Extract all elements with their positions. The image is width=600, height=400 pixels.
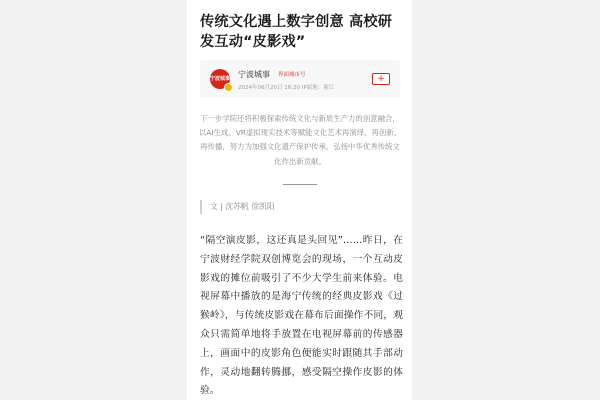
verified-badge-icon <box>224 83 233 92</box>
source-meta: 2024年06月20日 16:20 IP属地：浙江 <box>238 85 335 91</box>
byline: 文 | 沈苏帆 徐凯阳 <box>200 200 275 214</box>
follow-button[interactable]: + <box>372 73 390 85</box>
article-page <box>187 0 412 400</box>
source-card[interactable] <box>200 60 400 98</box>
article-title: 传统文化遇上数字创意 高校研发互动“皮影戏” <box>200 14 393 50</box>
avatar[interactable]: 宁波城事 <box>210 69 230 89</box>
article-body: “隔空演皮影，这还真是头回见”……昨日，在宁波财经学院双创博览会的现场，一个互动皮影戏的摊位前吸引了不少大学生前来体验。电视屏幕中播放的是海宁传统的经典皮影戏《过猴岭》，与传统皮影戏在幕布后面操作不同，观众只需简单地将手放置在电视屏幕前的传感器上，画面中的皮影角色便能实时跟随其手部动作，灵动地翻转腾挪，感受隔空操作皮影的体验。 <box>200 235 403 397</box>
source-name[interactable]: 宁波城事 <box>238 70 270 79</box>
source-tag: 界面城市号 <box>278 72 306 78</box>
article-summary: 下一步学院还将积极探索传统文化与新质生产力的创意融合，以AI生成、VR虚拟现实技术等赋能文化艺术再演绎、再创新、再传播，努力为加强文化遗产保护传承，弘扬中华优秀传统文化作出新贡献。 <box>198 114 402 166</box>
divider <box>283 184 317 185</box>
